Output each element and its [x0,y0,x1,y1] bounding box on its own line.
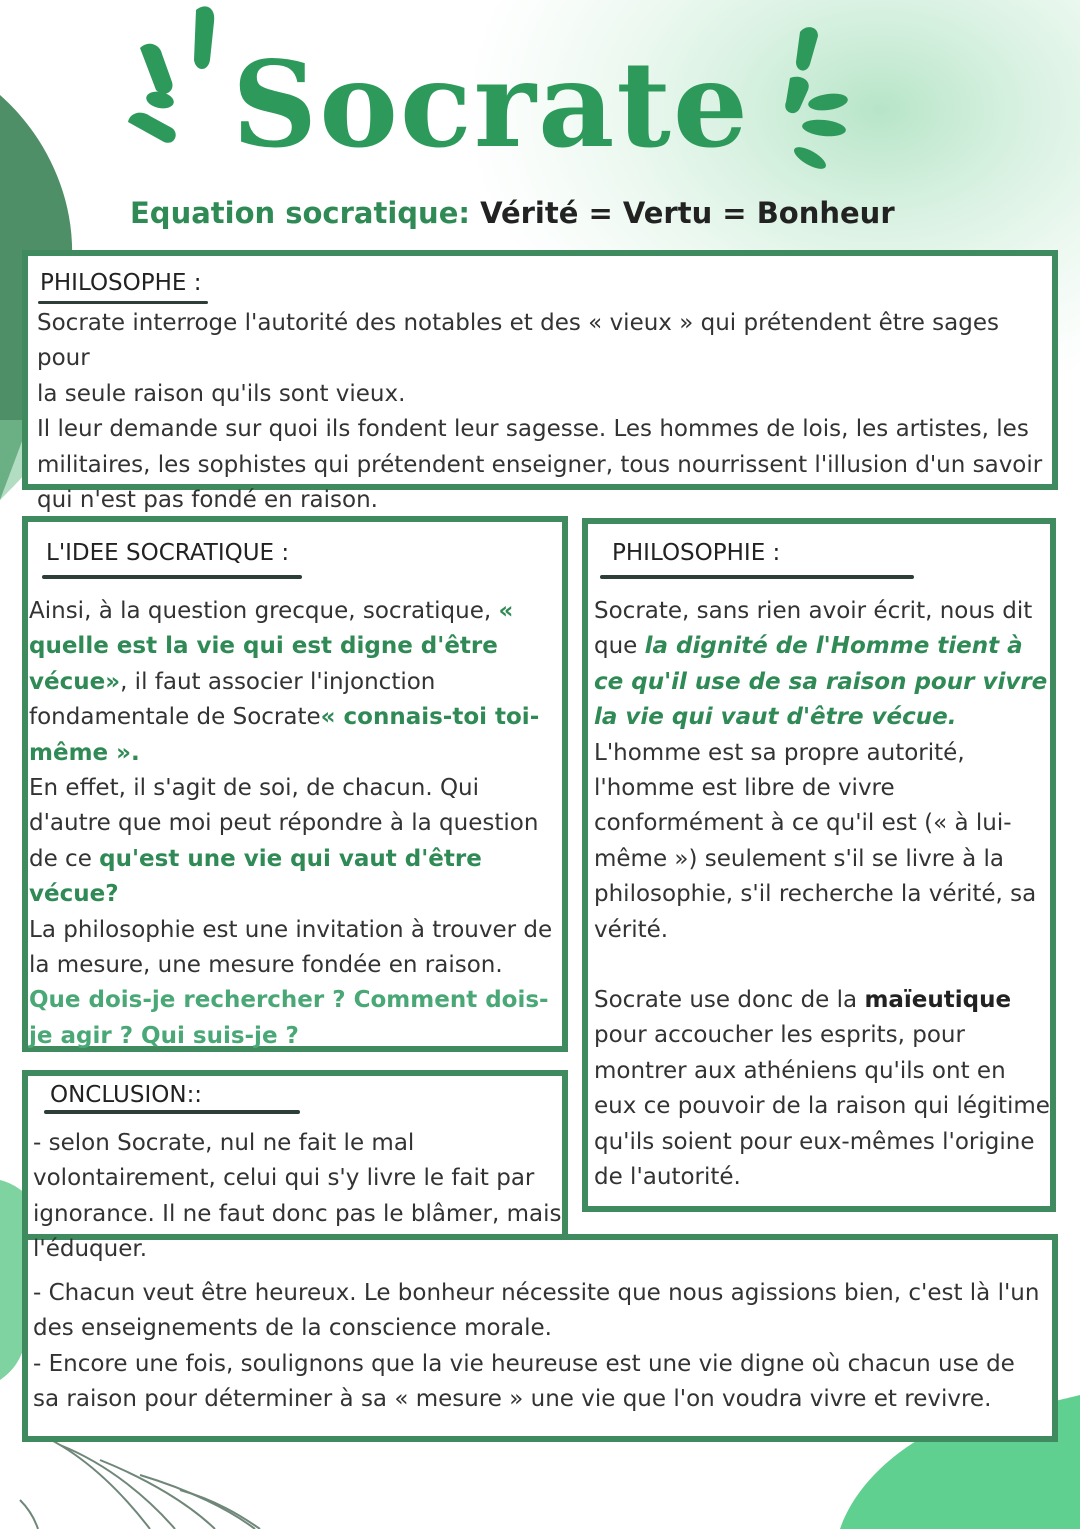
conclusion-line: des enseignements de la conscience morale. [33,1315,552,1342]
philosophe-heading: PHILOSOPHE : [40,270,202,296]
philosophie-underline [600,575,914,579]
philosophe-line: Il leur demande sur quoi ils fondent leur sagesse. Les hommes de lois, les artistes, les [37,416,1029,443]
philosophie-paragraph [594,983,1052,1195]
title-rays-left [128,6,214,142]
philosophie-heading: PHILOSOPHIE : [612,540,781,566]
idee-text-run: , il faut associer l'injonction fondamentale de Socrate [29,668,436,731]
philosophe-line: militaires, les sophistes qui prétendent enseigner, tous nourrissent l'illusion d'un savoir [37,451,1043,478]
conclusion-text-bottom [33,1276,1048,1418]
conclusion-heading: ONCLUSION:: [50,1082,203,1108]
philosophe-line: la seule raison qu'ils sont vieux. [37,380,406,407]
conclusion-underline [44,1110,300,1114]
idee-question-highlight: qu'est une vie qui vaut d'être vécue? [29,845,482,908]
philosophe-line: Socrate interroge l'autorité des notables et des « vieux » qui prétendent être sages pour [37,310,999,372]
bottom-left-lines [20,1430,260,1529]
idee-text [29,594,559,1054]
idee-text-run: Ainsi, à la question grecque, socratique, [29,598,499,624]
philosophe-line: qui n'est pas fondé en raison. [37,487,378,514]
equation-label: Equation socratique: [130,196,470,230]
philosophie-text [594,594,1052,1196]
idee-paragraph [29,913,559,1055]
conclusion-text-top: - selon Socrate, nul ne fait le mal volontairement, celui qui s'y livre le fait par ignorance. Il ne faut donc pas le blâmer, mais l'éduquer. [33,1130,562,1263]
philosophe-underline [38,301,208,304]
maieutique-term: maïeutique [864,987,1012,1014]
philosophie-paragraph: L'homme est sa propre autorité, l'homme est libre de vivre conformément à ce qu'il est (« à lui-même ») seulement s'il se livre à la philosophie, s'il recherche la vérité, sa vérité. [594,739,1037,943]
equation-value: Vérité = Vertu = Bonheur [469,196,895,230]
page-title: Socrate [232,35,750,174]
philosophie-text-run: Socrate use donc de la [594,987,865,1014]
idee-paragraph [29,771,559,913]
philosophie-text-run: pour accoucher les esprits, pour montrer aux athéniens qu'ils ont en eux ce pouvoir de la raison qui légitime qu'ils soient pour eux-mêmes l'origine de l'autorité. [594,1022,1050,1191]
idee-text-run: En effet, il s'agit de soi, de chacun. Qui d'autre que moi peut répondre à la question de ce [29,775,539,872]
conclusion-line: sa raison pour déterminer à sa « mesure » une vie que l'on voudra vivre et revivre. [33,1386,992,1413]
idee-underline [42,575,302,579]
philosophie-paragraph [594,594,1052,736]
philosophie-dignity-highlight: la dignité de l'Homme tient à ce qu'il use de sa raison pour vivre la vie qui vaut d'être vécue. [594,633,1048,731]
idee-question-highlight: « quelle est la vie qui est digne d'être vécue» [29,598,514,695]
idee-heading: L'IDEE SOCRATIQUE : [46,540,290,566]
philosophe-text [37,306,1047,518]
conclusion-line: - Encore une fois, soulignons que la vie heureuse est une vie digne où chacun use de [33,1350,1015,1377]
idee-injunction-highlight: « connais-toi toi-même ». [29,704,540,766]
idee-questions-highlight: Que dois-je rechercher ? Comment dois-je agir ? Qui suis-je ? [29,987,549,1049]
conclusion-line: - Chacun veut être heureux. Le bonheur nécessite que nous agissions bien, c'est là l'un [33,1280,1040,1306]
idee-paragraph [29,594,559,771]
philosophie-text-run: Socrate, sans rien avoir écrit, nous dit que [594,598,1033,660]
equation-line [130,192,895,234]
idee-text-run: La philosophie est une invitation à trouver de la mesure, une mesure fondée en raison. [29,916,553,979]
